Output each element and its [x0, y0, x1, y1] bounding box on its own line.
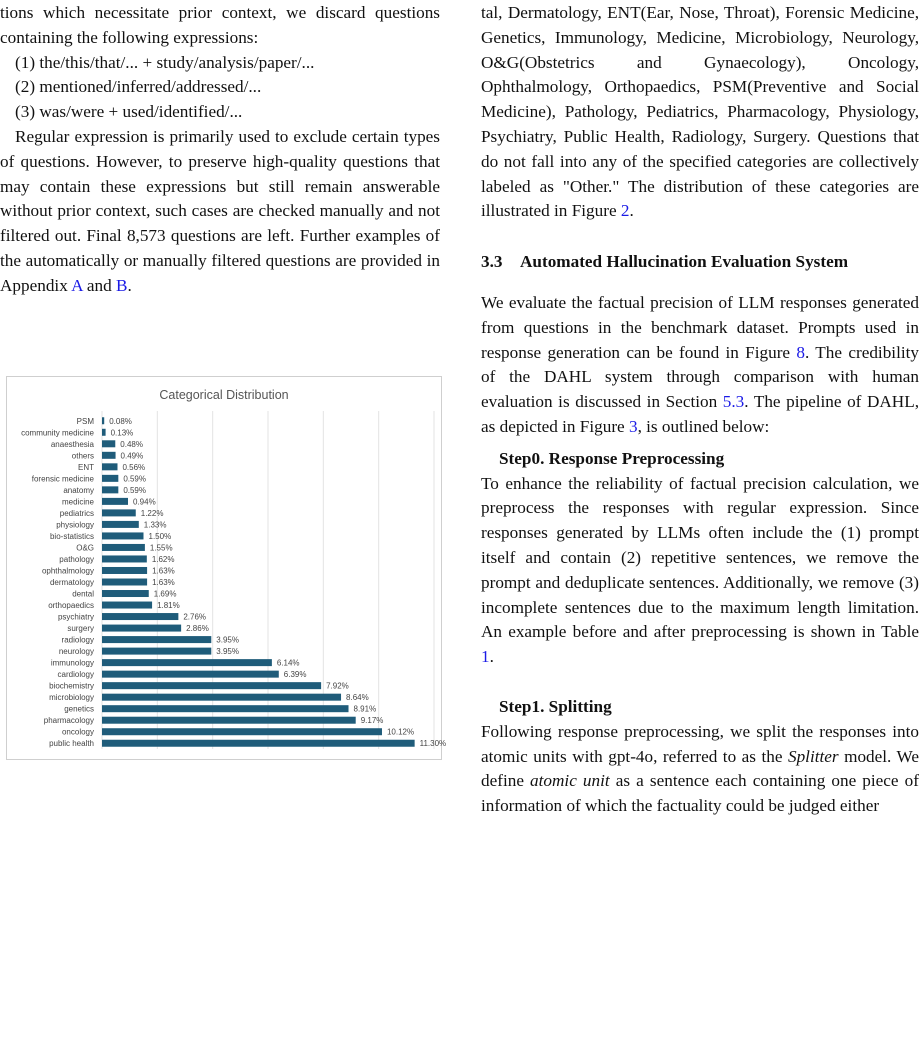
value-label: 10.12% — [386, 727, 415, 737]
bar — [102, 717, 356, 724]
step-heading: Step0. Response Preprocessing — [499, 448, 725, 468]
table-link[interactable]: 1 — [481, 647, 490, 667]
list-item: (2) mentioned/inferred/addressed/... — [15, 77, 262, 97]
bar — [102, 429, 106, 436]
value-label: 0.56% — [122, 462, 146, 472]
paragraph: We evaluate the factual precision of LLM responses generated from questions in the benchmark dataset. Prompts used in response generation can be found in Figure 8. The credibility of the DAHL system through comparison with human evaluation is discussed in Section 5.3. The pipeline of DAHL, as depicted in Figure 3, is outlined below: — [481, 292, 919, 436]
category-label: dental — [72, 589, 94, 599]
bar — [102, 636, 211, 643]
value-label: 8.91% — [353, 704, 377, 714]
bar — [102, 625, 181, 632]
left-column — [0, 0, 440, 299]
bar — [102, 486, 118, 493]
section-number: 3.3 — [481, 252, 503, 272]
value-label: 0.59% — [123, 474, 147, 484]
bar — [102, 440, 115, 447]
category-label: PSM — [76, 416, 94, 426]
value-label: 1.22% — [140, 508, 164, 518]
figure-link[interactable]: 3 — [628, 416, 638, 436]
category-label: pathology — [59, 554, 94, 564]
value-label: 6.39% — [283, 670, 307, 680]
category-label: cardiology — [57, 670, 94, 680]
value-label: 9.17% — [360, 716, 384, 726]
value-label: 1.55% — [149, 543, 173, 553]
figure-link[interactable]: 2 — [620, 201, 630, 221]
category-label: psychiatry — [57, 612, 94, 622]
value-label: 3.95% — [216, 635, 239, 645]
bar — [102, 521, 139, 528]
paragraph: Following response preprocessing, we split the responses into atomic units with gpt-4o, referred to as the Splitter model. We define atomic unit as a sentence each containing one piece of information of which the factuality could be judged either — [481, 721, 920, 816]
chart-title: Categorical Distribution — [159, 388, 289, 402]
value-label: 0.13% — [110, 428, 134, 438]
paragraph: Regular expression is primarily used to exclude certain types of questions. However, to preserve high-quality questions that may contain these expressions but still remain answerable without prior context, such cases are checked manually and not filtered out. Final 8,573 questions are left. Further examples of the automatically or manually filtered questions are provided in Appendix A and B. — [0, 126, 440, 295]
bar — [102, 532, 144, 539]
bar — [102, 705, 349, 712]
bar — [102, 452, 116, 459]
category-label: surgery — [67, 624, 94, 634]
bar — [102, 682, 321, 689]
appendix-link-b[interactable]: B — [116, 275, 128, 295]
right-column — [481, 0, 919, 819]
category-label: others — [71, 451, 94, 461]
bar — [102, 544, 145, 551]
category-label: radiology — [61, 635, 94, 645]
bar — [102, 740, 415, 747]
section-heading — [481, 250, 919, 275]
category-label: genetics — [64, 704, 94, 714]
paragraph: tal, Dermatology, ENT(Ear, Nose, Throat), Forensic Medicine, Genetics, Immunology, Medicine, Microbiology, Neurology, O&G(Obstetrics and Gynaecology), Oncology, Ophthalmology, Orthopaedics, PSM(Preventive and Social Medicine), Pathology, Pediatrics, Pharmacology, Physiology, Psychiatry, Public Health, Radiology, Surgery. Questions that do not fall into any of the specified categories are collectively labeled as "Other." The distribution of these categories are illustrated in Figure 2. — [481, 3, 919, 221]
bar — [102, 567, 147, 574]
category-label: dermatology — [49, 578, 94, 587]
value-label: 1.63% — [152, 566, 175, 576]
figure-link[interactable]: 8 — [796, 342, 805, 362]
bar — [102, 648, 211, 655]
category-label: community medicine — [21, 428, 94, 438]
paragraph: To enhance the reliability of factual precision calculation, we preprocess the responses with regular expression. Since responses generated by LLMs often include the (1) prompt itself and contain (2) repetitive sentences, we remove the prompt and deduplicate sentences. Additionally, we remove (3) incomplete sentences due to the maximum length limitation. An example before and after preprocessing is shown in Table 1. — [481, 473, 919, 667]
value-label: 3.95% — [216, 647, 239, 657]
bar — [102, 671, 279, 678]
value-label: 2.86% — [186, 624, 209, 634]
section-title: Automated Hallucination Evaluation System — [520, 252, 849, 272]
bar — [102, 475, 118, 482]
value-label: 7.92% — [326, 681, 349, 691]
bar — [102, 694, 341, 701]
category-label: pediatrics — [59, 508, 94, 518]
bar — [102, 613, 178, 620]
category-label: ophthalmology — [41, 566, 94, 576]
category-label: physiology — [56, 520, 94, 530]
bar — [102, 659, 272, 666]
bar — [102, 417, 104, 424]
category-label: oncology — [61, 727, 94, 737]
figure-chart — [6, 376, 447, 760]
value-label: 0.49% — [120, 451, 144, 461]
value-label: 1.81% — [157, 601, 180, 611]
value-label: 1.50% — [148, 531, 172, 541]
bar-chart — [7, 377, 447, 759]
bar — [102, 555, 147, 562]
category-label: immunology — [50, 658, 94, 668]
value-label: 0.94% — [133, 497, 156, 507]
value-label: 0.59% — [123, 485, 147, 495]
bar — [102, 590, 149, 597]
value-label: 0.08% — [109, 416, 132, 426]
bar — [102, 579, 147, 586]
bar — [102, 498, 128, 505]
step-heading: Step1. Splitting — [499, 696, 612, 716]
category-label: ENT — [78, 462, 94, 472]
category-label: anatomy — [63, 485, 94, 495]
paragraph: tions which necessitate prior context, we discard questions containing the following expressions: — [0, 3, 440, 47]
category-label: public health — [49, 739, 94, 749]
category-label: forensic medicine — [31, 474, 94, 484]
list-item: (3) was/were + used/identified/... — [15, 102, 243, 122]
bar — [102, 602, 152, 609]
section-link[interactable]: 5.3 — [722, 392, 745, 412]
list-item: (1) the/this/that/... + study/analysis/paper/... — [15, 52, 315, 72]
category-label: biochemistry — [49, 681, 94, 691]
value-label: 2.76% — [183, 612, 207, 622]
value-label: 1.63% — [152, 578, 175, 587]
value-label: 1.33% — [143, 520, 167, 530]
value-label: 1.62% — [151, 554, 175, 564]
category-label: anaesthesia — [50, 439, 94, 449]
category-label: orthopaedics — [48, 601, 94, 611]
bar — [102, 463, 117, 470]
bar — [102, 728, 382, 735]
value-label: 11.30% — [419, 739, 447, 749]
value-label: 6.14% — [276, 658, 300, 668]
category-label: neurology — [58, 647, 94, 657]
category-label: medicine — [61, 497, 94, 507]
appendix-link-a[interactable]: A — [71, 275, 83, 295]
category-label: microbiology — [49, 693, 94, 703]
category-label: pharmacology — [43, 716, 94, 726]
bar — [102, 509, 136, 516]
category-label: O&G — [76, 543, 94, 553]
value-label: 0.48% — [120, 439, 143, 449]
category-label: bio-statistics — [49, 531, 94, 541]
value-label: 8.64% — [346, 693, 369, 703]
value-label: 1.69% — [153, 589, 177, 599]
